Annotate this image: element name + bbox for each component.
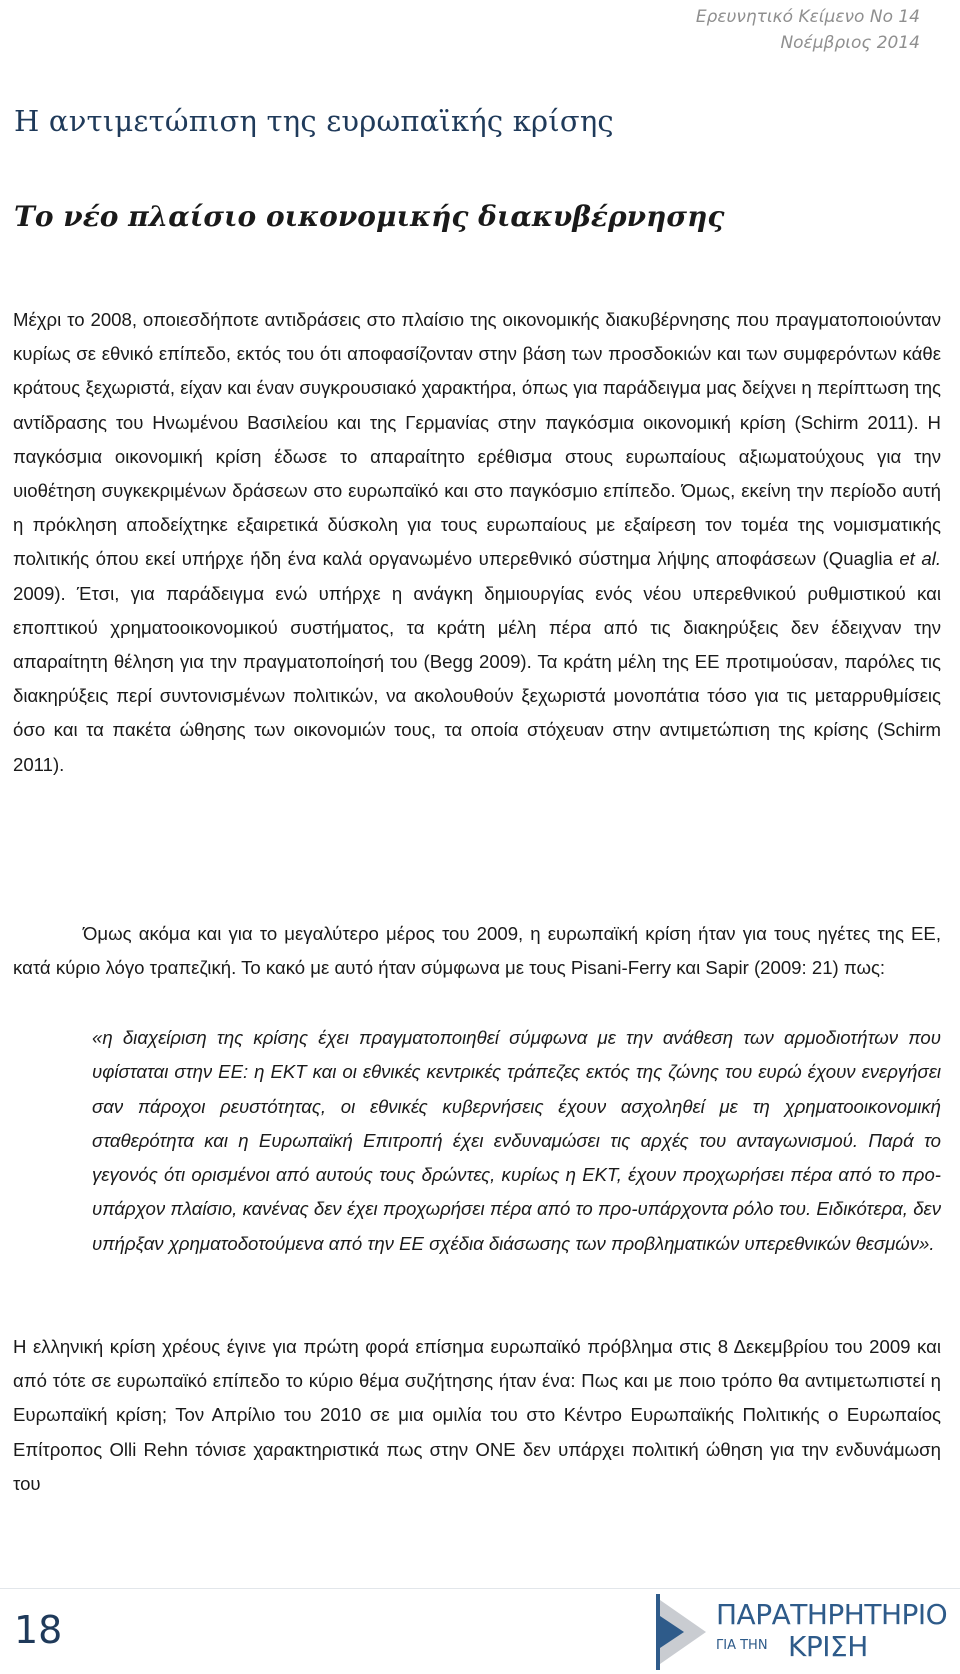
footer-divider — [0, 1588, 960, 1589]
logo-bar — [656, 1594, 660, 1670]
logo-icon — [656, 1594, 712, 1670]
paragraph-1-text-cont: 2009). Έτσι, για παράδειγμα ενώ υπήρχε η ανάγκη δημιουργίας ενός νέου υπερεθνικού ρυθμιστικού και εποπτικού χρηματοοικονομικού συστήματος, τα κράτη μέλη πέρα από τις διακηρύξεις δεν έδειχναν την απαραίτητη θέληση για την πραγματοποίησή του (Begg 2009). Τα κράτη μέλη της ΕΕ προτιμούσαν, παρόλες τις διακηρύξεις περί συντονισμένων πολιτικών, να ακολουθούν ξεχωριστά μονοπάτια τόσο για τις μεταρρυθμίσεις όσο και τα πακέτα ώθησης των οικονομιών τους, τα οποία στόχευαν στην αντιμετώπιση της κρίσης (Schirm 2011). — [13, 582, 941, 775]
paragraph-1-text: Μέχρι το 2008, οποιεσδήποτε αντιδράσεις στο πλαίσιο της οικονομικής διακυβέρνησης που πραγματοποιούνταν κυρίως σε εθνικό επίπεδο, εκτός του ότι αποφασίζονταν στην βάση των προσδοκιών και των συμφερόντων κάθε κράτους ξεχωριστά, είχαν και έναν συγκρουσιακό χαρακτήρα, όπως για παράδειγμα μας δείχνει η περίπτωση της αντίδρασης του Ηνωμένου Βασιλείου και της Γερμανίας στην παγκόσμια οικονομική κρίση (Schirm 2011). Η παγκόσμια οικονομική κρίση έδωσε το απαραίτητο ερέθισμα στους ευρωπαίους αξιωματούχους για την υιοθέτηση συγκεκριμένων δράσεων στο ευρωπαϊκό και στο παγκόσμιο επίπεδο. Όμως, εκείνη την περίοδο αυτή η πρόκληση αποδείχτηκε εξαιρετικά δύσκολη για τους ευρωπαίους με εξαίρεση τον τομέα της νομισματικής πολιτικής όπου εκεί υπήρχε ήδη ένα καλά οργανωμένο υπερεθνικό σύστημα λήψης αποφάσεων (Quaglia — [13, 309, 941, 570]
document-header — [696, 4, 920, 56]
section-title: Η αντιμετώπιση της ευρωπαϊκής κρίσης — [14, 104, 614, 138]
observatory-logo — [656, 1594, 948, 1670]
report-date: Νοέμβριος 2014 — [780, 33, 920, 53]
report-number: Ερευνητικό Κείμενο Νο 14 — [695, 7, 920, 27]
logo-line-2: ΓΙΑ ΤΗΝ — [716, 1638, 768, 1653]
paragraph-1 — [13, 303, 941, 782]
paragraph-3: Η ελληνική κρίση χρέους έγινε για πρώτη φορά επίσημα ευρωπαϊκό πρόβλημα στις 8 Δεκεμβρίου του 2009 και από τότε σε ευρωπαϊκό επίπεδο το κύριο θέμα συζήτησης ήταν ένα: Πως και με ποιο τρόπο θα αντιμετωπιστεί η Ευρωπαϊκή κρίση; Τον Απρίλιο του 2010 σε μια ομιλία του στο Κέντρο Ευρωπαϊκής Πολιτικής ο Ευρωπαίος Επίτροπος Olli Rehn τόνισε χαρακτηριστικά πως στην ΟΝΕ δεν υπάρχει πολιτική ώθηση για την ενδυνάμωση του — [13, 1336, 941, 1494]
page-number: 18 — [14, 1608, 63, 1652]
logo-line-3: ΚΡΙΣΗ — [788, 1630, 868, 1663]
subsection-title: Το νέο πλαίσιο οικονομικής διακυβέρνησης — [14, 200, 725, 233]
et-al: et al. — [899, 548, 942, 570]
logo-line-1: ΠΑΡΑΤΗΡΗΤΗΡΙΟ — [716, 1598, 948, 1631]
block-quote: «η διαχείριση της κρίσης έχει πραγματοποιηθεί σύμφωνα με την ανάθεση των αρμοδιοτήτων που υφίσταται στην ΕΕ: η ΕΚΤ και οι εθνικές κεντρικές τράπεζες εκτός της ζώνης του ευρώ έχουν ενεργήσει σαν πάροχοι ρευστότητας, οι εθνικές κυβερνήσεις έχουν ασχοληθεί με τη χρηματοοικονομική σταθερότητα και η Ευρωπαϊκή Επιτροπή έχει ενδυναμώσει τις αρχές του ανταγωνισμού. Παρά το γεγονός ότι ορισμένοι από αυτούς τους δρώντες, κυρίως η ΕΚΤ, έχουν προχωρήσει πέρα από το προ-υπάρχον πλαίσιο, κανένας δεν έχει προχωρήσει πέρα από το προ-υπάρχοντα ρόλο του. Ειδικότερα, δεν υπήρξαν χρηματοδοτούμενα από την ΕΕ σχέδια διάσωσης των προβληματικών υπερεθνικών θεσμών». — [92, 1027, 941, 1254]
paragraph-2: Όμως ακόμα και για το μεγαλύτερο μέρος του 2009, η ευρωπαϊκή κρίση ήταν για τους ηγέτες της ΕΕ, κατά κύριο λόγο τραπεζική. Το κακό με αυτό ήταν σύμφωνα με τους Pisani-Ferry και Sapir (2009: 21) πως: — [13, 923, 941, 979]
